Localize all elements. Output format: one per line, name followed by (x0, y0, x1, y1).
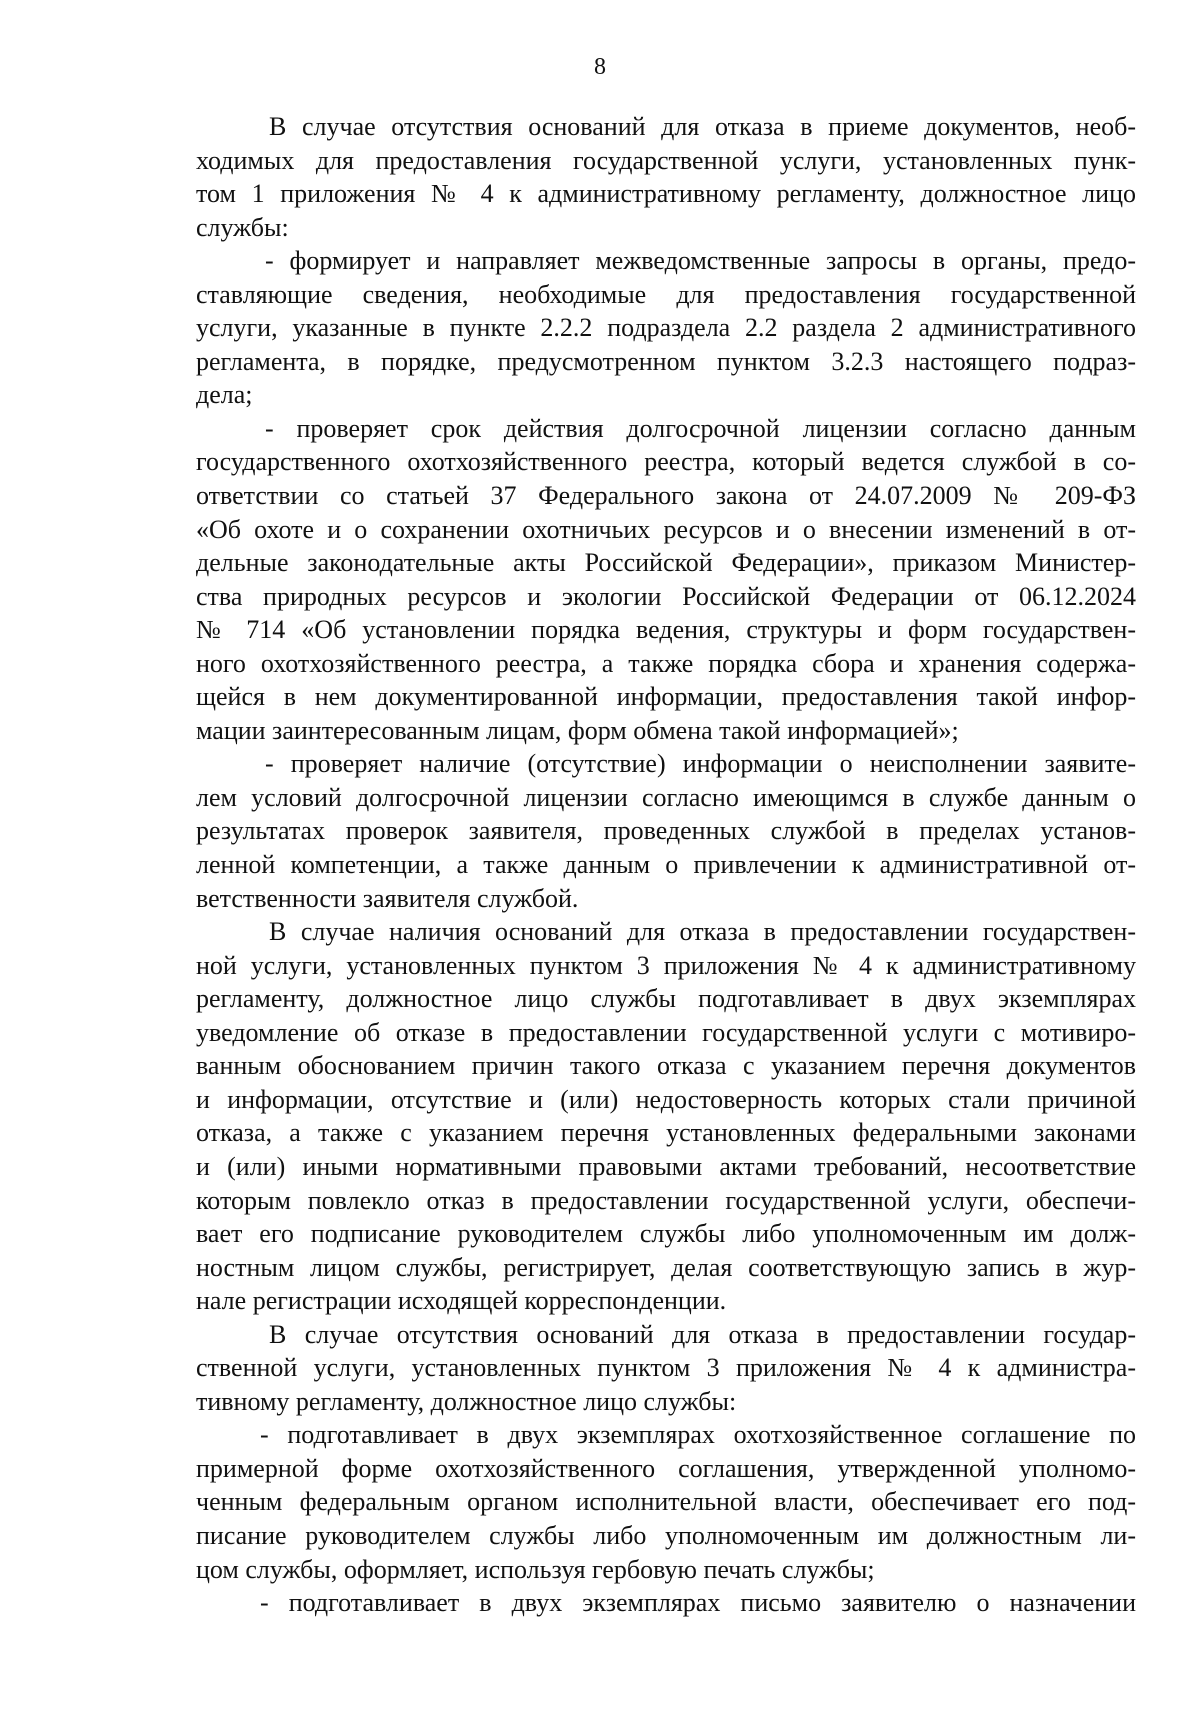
text-line: писание руководителем службы либо уполномоченным им должностным ли- (196, 1520, 1136, 1550)
page-number: 8 (594, 54, 606, 80)
text-line: - подготавливает в двух экземплярах письмо заявителю о назначении (260, 1588, 1136, 1618)
text-line: - формирует и направляет межведомственные запросы в органы, предо- (265, 246, 1136, 276)
text-line: ветственности заявителя службой. (196, 883, 579, 913)
text-line: лем условий долгосрочной лицензии согласно имеющимся в службе данным о (196, 782, 1136, 812)
text-line: «Об охоте и о сохранении охотничьих ресурсов и о внесении изменений в от- (196, 514, 1136, 544)
text-line: - проверяет срок действия долгосрочной лицензии согласно данным (265, 413, 1136, 443)
text-line: отказа, а также с указанием перечня установленных федеральными законами (196, 1118, 1136, 1148)
text-line: цом службы, оформляет, используя гербовую печать службы; (196, 1554, 875, 1584)
text-line: регламента, в порядке, предусмотренном пунктом 3.2.3 настоящего подраз- (196, 346, 1136, 376)
text-line: ственной услуги, установленных пунктом 3 приложения № 4 к администра- (196, 1353, 1136, 1383)
text-line: том 1 приложения № 4 к административному регламенту, должностное лицо (196, 179, 1136, 209)
text-line: тивному регламенту, должностное лицо службы: (196, 1386, 737, 1416)
text-line: ответствии со статьей 37 Федерального закона от 24.07.2009 № 209-ФЗ (196, 481, 1136, 511)
text-line: государственного охотхозяйственного реестра, который ведется службой в со- (196, 447, 1136, 477)
text-line: которым повлекло отказ в предоставлении государственной услуги, обеспечи- (196, 1185, 1136, 1215)
text-line: результатах проверок заявителя, проведенных службой в пределах установ- (196, 816, 1136, 846)
text-line: примерной форме охотхозяйственного соглашения, утвержденной уполномо- (196, 1453, 1136, 1483)
text-line: ленной компетенции, а также данным о привлечении к административной от- (196, 850, 1136, 880)
text-line: ства природных ресурсов и экологии Российской Федерации от 06.12.2024 (196, 581, 1136, 611)
text-line: - проверяет наличие (отсутствие) информации о неисполнении заявите- (265, 749, 1136, 779)
text-line: уведомление об отказе в предоставлении государственной услуги с мотивиро- (196, 1017, 1136, 1047)
text-line: ванным обоснованием причин такого отказа с указанием перечня документов (196, 1051, 1136, 1081)
text-line: № 714 «Об установлении порядка ведения, структуры и форм государствен- (196, 615, 1136, 645)
text-line: В случае наличия оснований для отказа в предоставлении государствен- (269, 917, 1136, 947)
text-line: ностным лицом службы, регистрирует, делая соответствующую запись в жур- (196, 1252, 1136, 1282)
text-line: вает его подписание руководителем службы либо уполномоченным им долж- (196, 1219, 1136, 1249)
text-line: и информации, отсутствие и (или) недостоверность которых стали причиной (196, 1084, 1136, 1114)
text-line: В случае отсутствия оснований для отказа в приеме документов, необ- (269, 112, 1136, 141)
text-line: ходимых для предоставления государственной услуги, установленных пунк- (196, 145, 1136, 175)
document-body (196, 110, 1136, 1620)
text-line: щейся в нем документированной информации, предоставления такой инфор- (196, 682, 1136, 712)
text-line: нале регистрации исходящей корреспонденции. (196, 1286, 727, 1316)
text-line: ставляющие сведения, необходимые для предоставления государственной (196, 279, 1136, 309)
text-line: и (или) иными нормативными правовыми актами требований, несоответствие (196, 1151, 1136, 1181)
text-line: ной услуги, установленных пунктом 3 приложения № 4 к административному (196, 950, 1136, 980)
text-line: В случае отсутствия оснований для отказа в предоставлении государ- (269, 1319, 1136, 1349)
text-line: ного охотхозяйственного реестра, а также порядка сбора и хранения содержа- (196, 648, 1136, 678)
text-line: услуги, указанные в пункте 2.2.2 подраздела 2.2 раздела 2 административного (196, 313, 1136, 343)
text-line: ченным федеральным органом исполнительной власти, обеспечивает его под- (196, 1487, 1136, 1517)
text-line: - подготавливает в двух экземплярах охотхозяйственное соглашение по (260, 1420, 1136, 1450)
text-line: регламенту, должностное лицо службы подготавливает в двух экземплярах (196, 984, 1136, 1014)
text-line: службы: (196, 212, 289, 242)
text-line: дела; (196, 380, 253, 410)
text-line: дельные законодательные акты Российской Федерации», приказом Министер- (196, 548, 1136, 578)
text-line: мации заинтересованным лицам, форм обмена такой информацией»; (196, 715, 959, 745)
